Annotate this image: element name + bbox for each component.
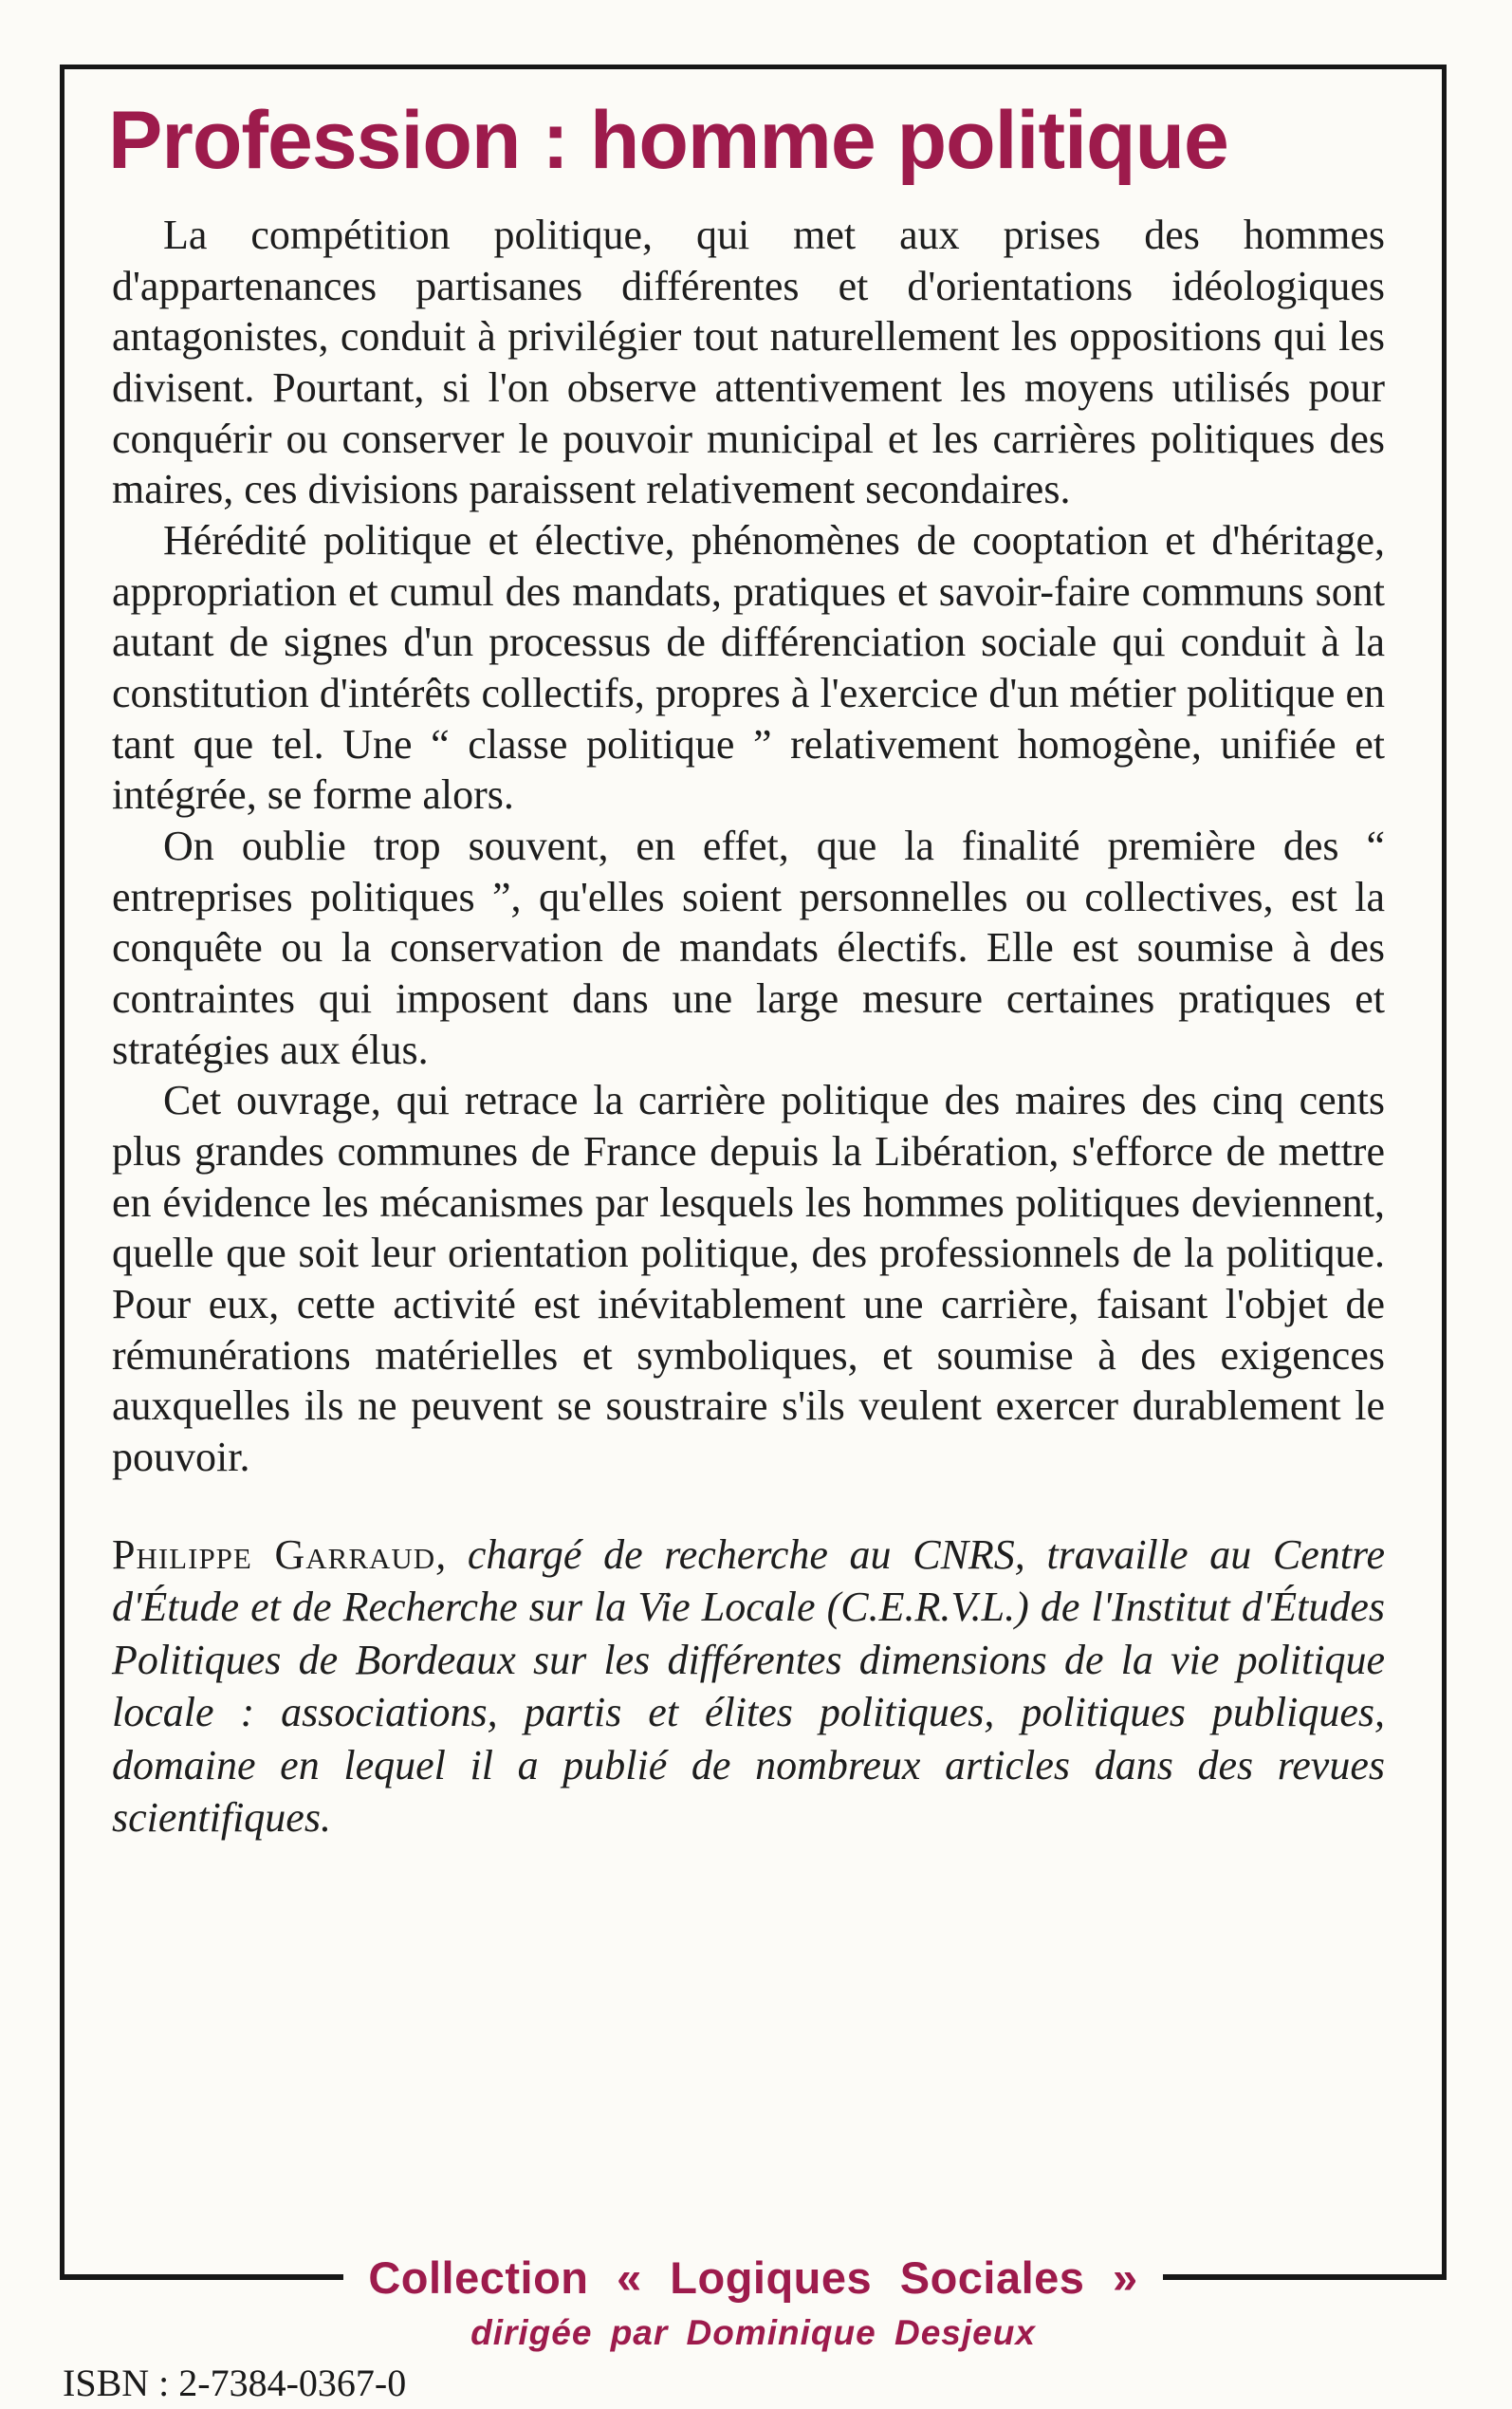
cover-content xyxy=(65,69,1442,1844)
collection-rule-right xyxy=(1163,2274,1447,2280)
blurb-paragraph: Cet ouvrage, qui retrace la carrière politique des maires des cinq cents plus grandes communes de France depuis la Libération, s'efforce de mettre en évidence les mécanismes par lesquels les hommes politiques deviennent, quelle que soit leur orientation politique, des professionnels de la politique. Pour eux, cette activité est inévitablement une carrière, faisant l'objet de rémunérations matérielles et symboliques, et soumise à des exigences auxquelles ils ne peuvent se soustraire s'ils veulent exercer durablement le pouvoir. xyxy=(112,1077,1385,1481)
author-bio xyxy=(112,1529,1385,1844)
book-title: Profession : homme politique xyxy=(108,95,1228,186)
collection-title: Collection « Logiques Sociales » xyxy=(368,2251,1138,2303)
blurb xyxy=(112,210,1385,1483)
collection-rule-left xyxy=(60,2274,343,2280)
collection-director: dirigée par Dominique Desjeux xyxy=(470,2313,1036,2352)
author-bio-text: , chargé de recherche au CNRS, travaille au Centre d'Étude et de Recherche sur la Vie Locale (C.E.R.V.L.) de l'Institut d'Études Politiques de Bordeaux sur les différentes dimensions de la vie politique locale : associations, partis et élites politiques, politiques publiques, domaine en lequel il a publié de nombreux articles dans des revues scientifiques. xyxy=(112,1530,1385,1841)
cover-frame xyxy=(60,65,1447,2275)
author-name: Philippe Garraud xyxy=(112,1530,436,1578)
isbn-label: ISBN : 2-7384-0367-0 xyxy=(63,2362,407,2404)
blurb-paragraph: On oublie trop souvent, en effet, que la finalité première des “ entreprises politiques ”, qu'elles soient personnelles ou collectives, est la conquête ou la conservation de mandats électifs. Elle est soumise à des contraintes qui imposent dans une large mesure certaines pratiques et stratégies aux élus. xyxy=(112,823,1385,1073)
blurb-paragraph: La compétition politique, qui met aux prises des hommes d'appartenances partisanes différentes et d'orientations idéologiques antagonistes, conduit à privilégier tout naturellement les oppositions qui les divisent. Pourtant, si l'on observe attentivement les moyens utilisés pour conquérir ou conserver le pouvoir municipal et les carrières politiques des maires, ces divisions paraissent relativement secondaires. xyxy=(112,212,1385,513)
collection-banner xyxy=(60,2251,1447,2304)
blurb-paragraph: Hérédité politique et élective, phénomènes de cooptation et d'héritage, appropriation et cumul des mandats, pratiques et savoir-faire communs sont autant de signes d'un processus de différenciation sociale qui conduit à la constitution d'intérêts collectifs, propres à l'exercice d'un métier politique en tant que tel. Une “ classe politique ” relativement homogène, unifiée et intégrée, se forme alors. xyxy=(112,517,1385,819)
